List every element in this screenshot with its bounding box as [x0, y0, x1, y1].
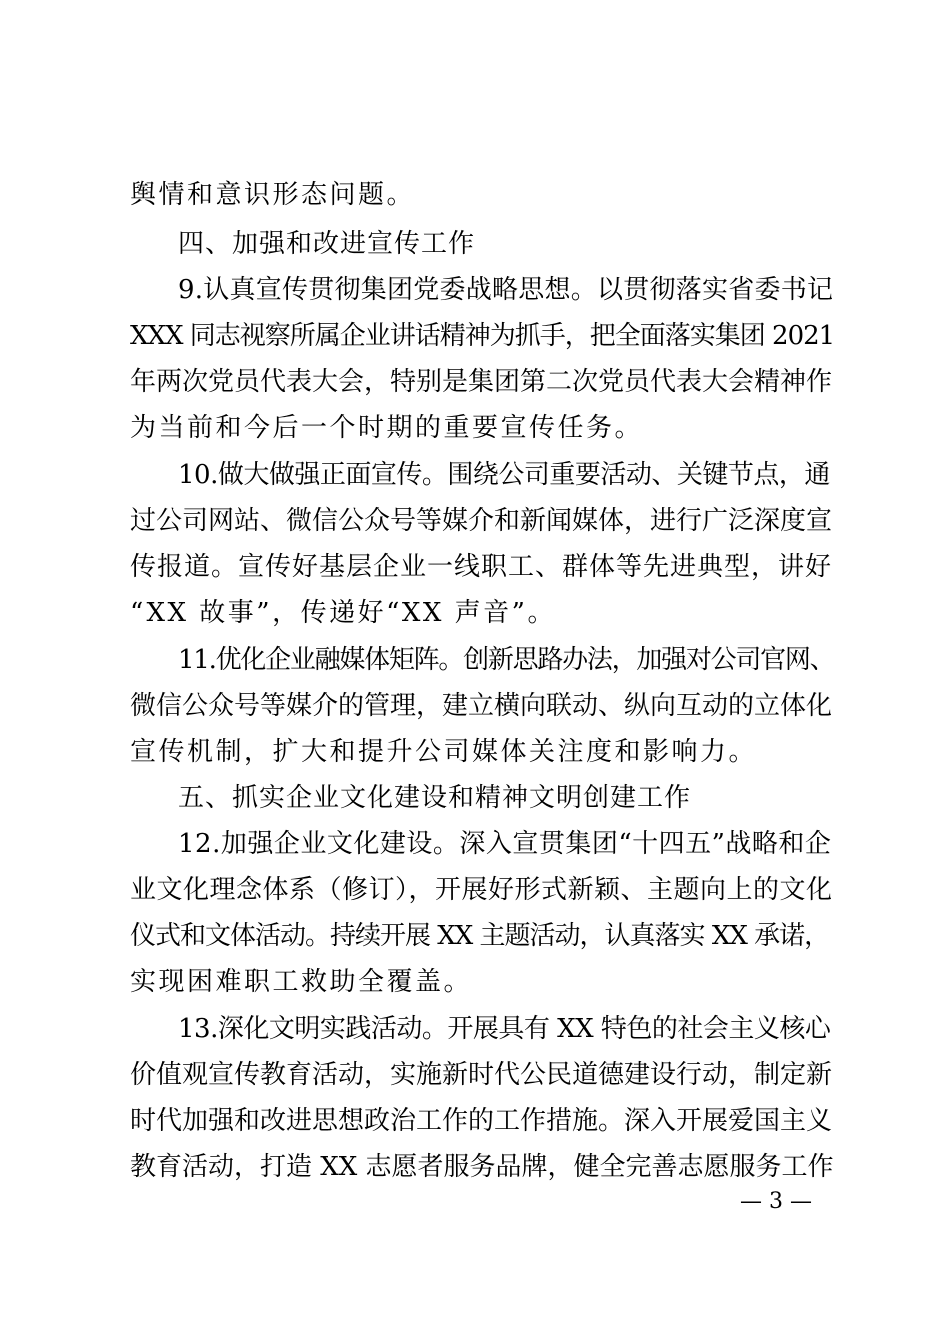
body-line: 为当前和今后一个时期的重要宣传任务。 — [130, 413, 644, 443]
body-line: 10.做大做强正面宣传。围绕公司重要活动、关键节点，通 — [178, 460, 830, 490]
body-line: 价值观宣传教育活动，实施新时代公民道德建设行动，制定新 — [130, 1060, 833, 1090]
body-line: 年两次党员代表大会，特别是集团第二次党员代表大会精神作 — [130, 367, 833, 397]
section-heading: 五、抓实企业文化建设和精神文明创建工作 — [178, 783, 692, 813]
body-line: 传报道。宣传好基层企业一线职工、群体等先进典型，讲好 — [130, 552, 833, 582]
body-line: 实现困难职工救助全覆盖。 — [130, 967, 473, 997]
body-line: 过公司网站、微信公众号等媒介和新闻媒体，进行广泛深度宣 — [130, 506, 833, 536]
body-line: 舆情和意识形态问题。 — [130, 180, 416, 210]
body-line: XXX 同志视察所属企业讲话精神为抓手，把全面落实集团 2021 — [130, 321, 835, 351]
body-line: 教育活动，打造 XX 志愿者服务品牌，健全完善志愿服务工作 — [130, 1152, 834, 1182]
body-line: 业文化理念体系（修订），开展好形式新颖、主题向上的文化 — [130, 875, 833, 905]
page-number: — 3 — — [740, 1189, 812, 1214]
body-line: 11.优化企业融媒体矩阵。创新思路办法，加强对公司官网、 — [178, 645, 835, 675]
body-line: 仪式和文体活动。持续开展 XX 主题活动，认真落实 XX 承诺， — [130, 921, 830, 951]
body-line: “XX 故事”，传递好“XX 声音”。 — [130, 598, 556, 628]
body-line: 13.深化文明实践活动。开展具有 XX 特色的社会主义核心 — [178, 1014, 831, 1044]
body-line: 9.认真宣传贯彻集团党委战略思想。以贯彻落实省委书记 — [178, 275, 834, 305]
body-line: 12.加强企业文化建设。深入宣贯集团“十四五”战略和企 — [178, 829, 832, 859]
body-line: 宣传机制，扩大和提升公司媒体关注度和影响力。 — [130, 737, 758, 767]
section-heading: 四、加强和改进宣传工作 — [178, 229, 476, 259]
body-line: 时代加强和改进思想政治工作的工作措施。深入开展爱国主义 — [130, 1106, 833, 1136]
body-line: 微信公众号等媒介的管理，建立横向联动、纵向互动的立体化 — [130, 691, 833, 721]
